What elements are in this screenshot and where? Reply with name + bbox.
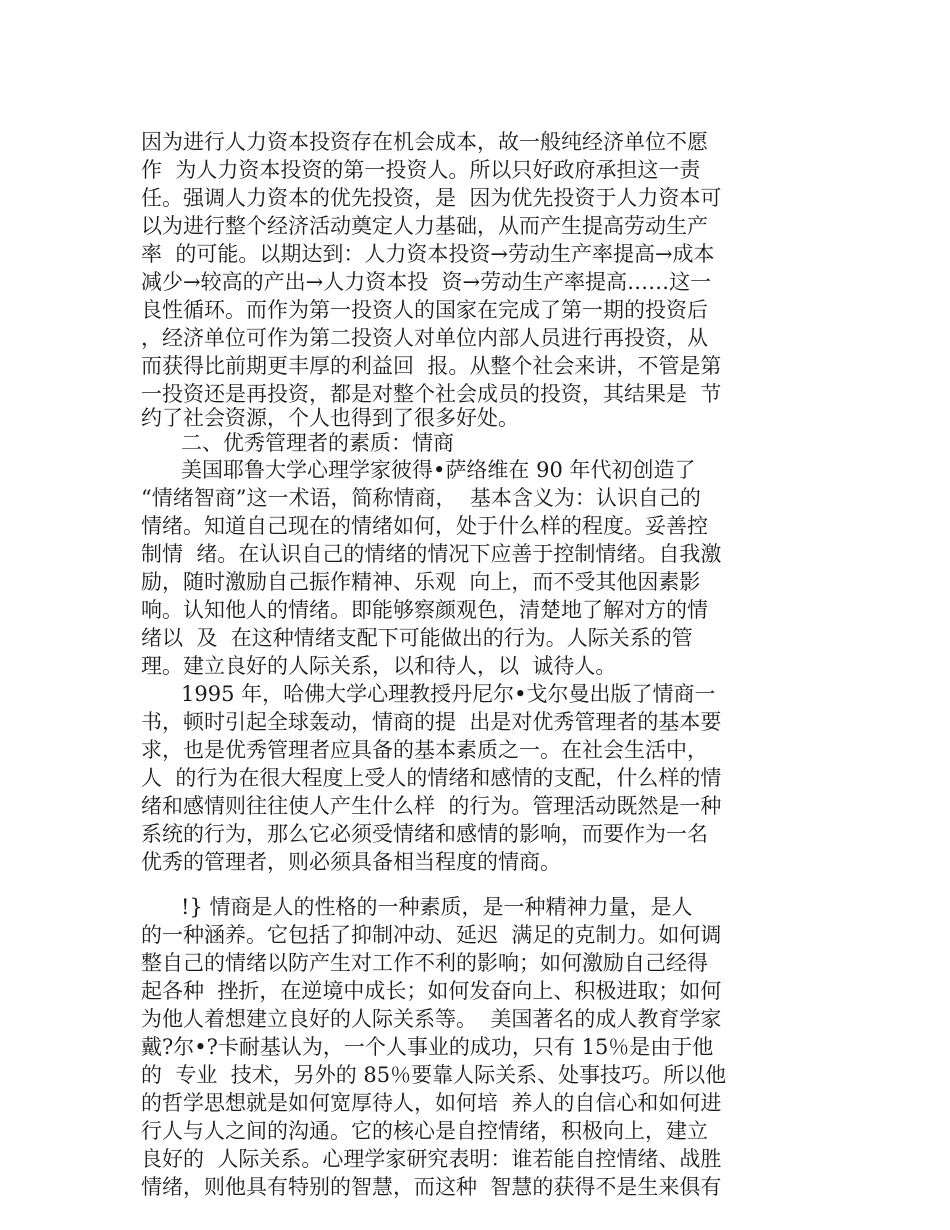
text-line: 减少→较高的产出→人力资本投 资→劳动生产率提高……这一 bbox=[141, 270, 712, 294]
text-line: 情绪，则他具有特别的智慧，而这种 智慧的获得不是生来俱有 bbox=[141, 1175, 722, 1199]
text-line: 起各种 挫折，在逆境中成长；如何发奋向上、积极进取；如何 bbox=[141, 979, 722, 1003]
text-line: 美国耶鲁大学心理学家彼得•萨络维在 90 年代初创造了 bbox=[141, 458, 696, 482]
text-line: 而获得比前期更丰厚的利益回 报。从整个社会来讲，不管是第 bbox=[141, 354, 722, 378]
text-line: 优秀的管理者，则必须具备相当程度的情商。 bbox=[141, 850, 561, 874]
text-line: 绪和感情则往往使人产生什么样 的行为。管理活动既然是一种 bbox=[141, 794, 722, 818]
text-line: 制情 绪。在认识自己的情绪的情况下应善于控制情绪。自我激 bbox=[141, 542, 722, 566]
text-line: 绪以 及 在这种情绪支配下可能做出的行为。人际关系的管 bbox=[141, 626, 693, 650]
text-line: 整自己的情绪以防产生对工作不利的影响；如何激励自己经得 bbox=[141, 951, 708, 975]
text-line: 以为进行整个经济活动奠定人力基础，从而产生提高劳动生产 bbox=[141, 214, 708, 238]
text-line: 求，也是优秀管理者应具备的基本素质之一。在社会生活中， bbox=[141, 738, 708, 762]
text-line: 行人与人之间的沟通。它的核心是自控情绪，积极向上，建立 bbox=[141, 1119, 708, 1143]
text-line: 因为进行人力资本投资存在机会成本，故一般纯经济单位不愿 bbox=[141, 130, 708, 154]
text-line: !} 情商是人的性格的一种素质，是一种精神力量，是人 bbox=[141, 895, 693, 919]
section-heading: 二、优秀管理者的素质：情商 bbox=[141, 431, 455, 455]
text-line: 的哲学思想就是如何宽厚待人，如何培 养人的自信心和如何进 bbox=[141, 1091, 722, 1115]
text-line: 响。认知他人的情绪。即能够察颜观色，清楚地了解对方的情 bbox=[141, 598, 708, 622]
text-line: 理。建立良好的人际关系，以和待人，以 诚待人。 bbox=[141, 654, 617, 678]
text-line: 励，随时激励自己振作精神、乐观 向上，而不受其他因素影 bbox=[141, 570, 701, 594]
text-line: 的一种涵养。它包括了抑制冲动、延迟 满足的克制力。如何调 bbox=[141, 923, 722, 947]
text-line: 良好的 人际关系。心理学家研究表明：谁若能自控情绪、战胜 bbox=[141, 1147, 722, 1171]
text-line: 戴?尔•?卡耐基认为，一个人事业的成功，只有 15％是由于他 bbox=[141, 1035, 714, 1059]
text-line: 1995 年，哈佛大学心理教授丹尼尔•戈尔曼出版了情商一 bbox=[141, 682, 716, 706]
text-line: “情绪智商”这一术语，简称情商， 基本含义为：认识自己的 bbox=[141, 486, 701, 510]
text-line: 系统的行为，那么它必须受情绪和感情的影响，而要作为一名 bbox=[141, 822, 708, 846]
text-line: 良性循环。而作为第一投资人的国家在完成了第一期的投资后 bbox=[141, 298, 708, 322]
text-line: 为他人着想建立良好的人际关系等。 美国著名的成人教育学家 bbox=[141, 1007, 722, 1031]
text-line: ，经济单位可作为第二投资人对单位内部人员进行再投资，从 bbox=[141, 326, 708, 350]
text-line: 一投资还是再投资，都是对整个社会成员的投资，其结果是 节 bbox=[141, 382, 722, 406]
text-line: 任。强调人力资本的优先投资，是 因为优先投资于人力资本可 bbox=[141, 186, 722, 210]
text-line: 的 专业 技术，另外的 85％要靠人际关系、处事技巧。所以他 bbox=[141, 1063, 727, 1087]
text-line: 约了社会资源，个人也得到了很多好处。 bbox=[141, 406, 519, 430]
text-line: 情绪。知道自己现在的情绪如何，处于什么样的程度。妥善控 bbox=[141, 514, 708, 538]
text-line: 作 为人力资本投资的第一投资人。所以只好政府承担这一责 bbox=[141, 158, 701, 182]
text-line: 书，顿时引起全球轰动，情商的提 出是对优秀管理者的基本要 bbox=[141, 710, 722, 734]
text-line: 人 的行为在很大程度上受人的情绪和感情的支配，什么样的情 bbox=[141, 766, 722, 790]
text-line: 率 的可能。以期达到：人力资本投资→劳动生产率提高→成本 bbox=[141, 242, 715, 266]
